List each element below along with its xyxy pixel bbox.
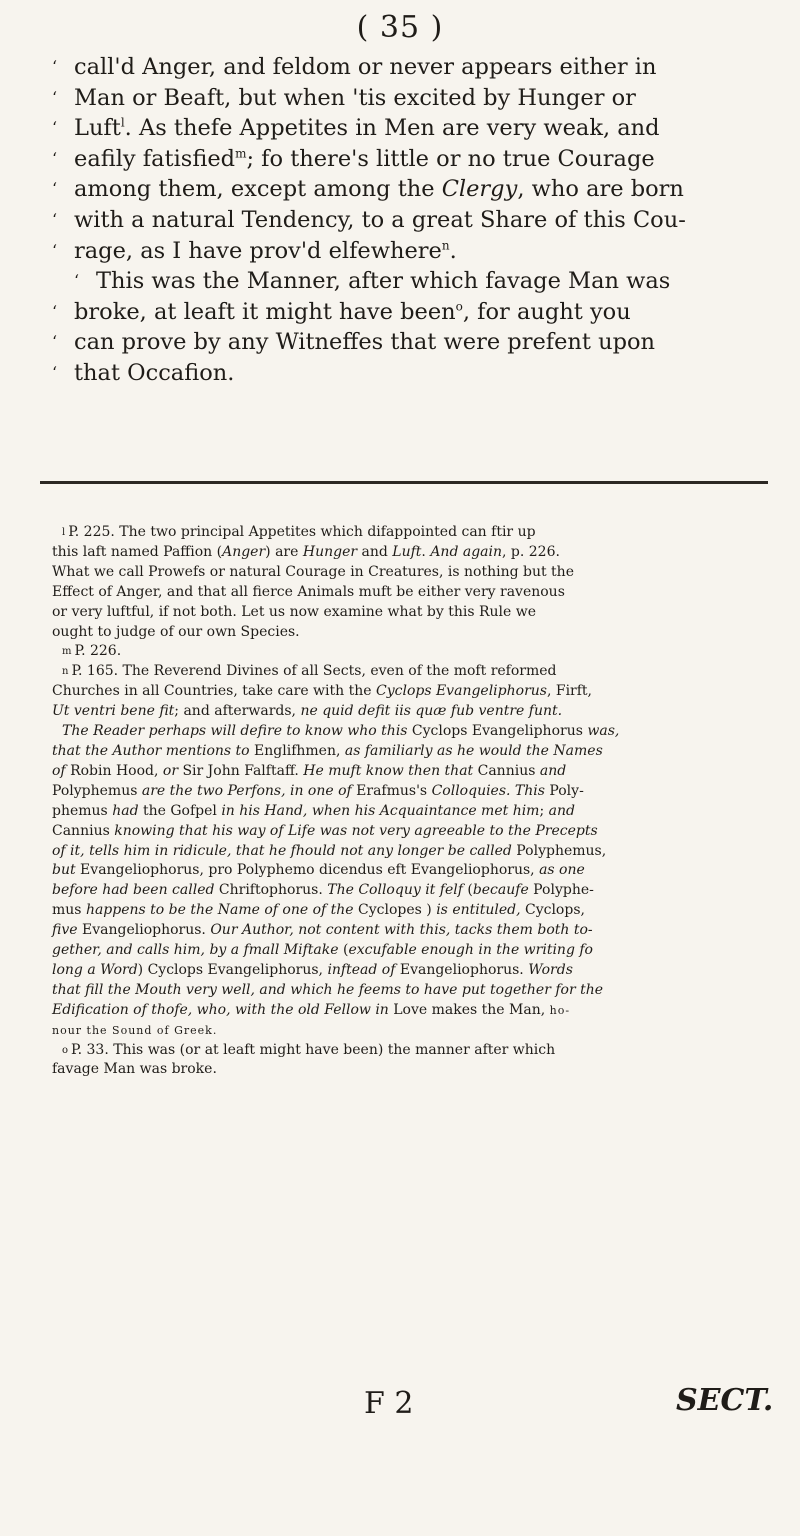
footnotes [52, 523, 764, 1080]
footnote-line: five Evangeliophorus. Our Author, not content with this, tacks them both to- [52, 922, 593, 939]
footnote-line: nour the Sound of Greek. [52, 1023, 218, 1037]
footnote-line: favage Man was broke. [52, 1061, 217, 1078]
footnote-line: that fill the Mouth very well, and which he feems to have put together for the [52, 981, 604, 998]
main-text [52, 52, 752, 389]
text-line: ‘ with a natural Tendency, to a great Share of this Cou- [52, 206, 686, 233]
footnote-line: What we call Prowefs or natural Courage in Creatures, is nothing but the [52, 563, 574, 580]
footnote-divider [40, 481, 768, 484]
text-line: ‘ This was the Manner, after which favage Man was [74, 268, 671, 295]
footnote-line: Effect of Anger, and that all fierce Animals muft be either very ravenous [52, 583, 565, 600]
footnote-line: The Reader perhaps will defire to know who this Cyclops Evangeliphorus was, [62, 723, 620, 740]
footnote-line: before had been called Chriftophorus. The Colloquy it felf (becaufe Polyphe- [52, 882, 594, 899]
footnote-line: Cannius knowing that his way of Life was not very agreeable to the Precepts [52, 822, 598, 839]
footnote-m: $^m$ P. 226. [62, 643, 122, 660]
footnote-line: long a Word) Cyclops Evangeliphorus, inftead of Evangeliophorus. Words [52, 961, 573, 978]
footnote-ref-n: n [441, 238, 450, 253]
text-line: ‘ Man or Beaft, but when 'tis excited by Hunger or [52, 84, 636, 111]
footnote-line: Ut ventri bene fit; and afterwards, ne quid defit iis quæ fub ventre funt. [52, 703, 563, 720]
footnote-line: ought to judge of our own Species. [52, 623, 300, 640]
footnote-n: $^n$ P. 165. The Reverend Divines of all Sects, even of the moft reformed [62, 663, 557, 680]
footnote-line: mus happens to be the Name of one of the Cyclopes ) is entituled, Cyclops, [52, 902, 585, 919]
footnote-line: this laft named Paffion (Anger) are Hunger and Luft. And again, p. 226. [52, 543, 560, 560]
footnote-line: Polyphemus are the two Perfons, in one of Erafmus's Colloquies. This Poly- [52, 782, 584, 799]
footnote-ref-l: l [120, 115, 125, 130]
footnote-line: Churches in all Countries, take care with the Cyclops Evangeliphorus, Firft, [52, 683, 593, 700]
footnote-line: phemus had the Gofpel in his Hand, when his Acquaintance met him; and [52, 802, 575, 819]
text-line: ‘ that Occafion. [52, 359, 235, 386]
text-line: ‘ Luft$^l$. As thefe Appetites in Men are very weak, and [52, 115, 660, 142]
text-line: ‘ can prove by any Witneffes that were prefent upon [52, 329, 656, 356]
catchword: SECT. [676, 1383, 774, 1418]
footnote-ref-m: m [235, 146, 247, 161]
text-line: ‘ broke, at leaft it might have been$^o$, for aught you [52, 298, 631, 325]
footnote-line: or very luftful, if not both. Let us now examine what by this Rule we [52, 603, 537, 620]
footnote-line: of it, tells him in ridicule, that he fhould not any longer be called Polyphemus, [52, 842, 607, 859]
page-number: ( 35 ) [356, 10, 444, 45]
text-line: ‘ rage, as I have prov'd elfewhere$^n$. [52, 237, 457, 264]
footnote-o: $^o$ P. 33. This was (or at leaft might have been) the manner after which [62, 1041, 556, 1058]
text-line: ‘ eafily fatisfied$^m$; fo there's little or no true Courage [52, 145, 655, 172]
footnote-line: that the Author mentions to Englifhmen, as familiarly as he would the Names [52, 742, 603, 759]
footnote-line: but Evangeliophorus, pro Polyphemo dicendus eft Evangeliophorus, as one [52, 862, 585, 879]
footnote-line: gether, and calls him, by a fmall Miftake (excufable enough in the writing fo [52, 942, 593, 959]
footnote-l: $^l$ P. 225. The two principal Appetites which difappointed can ftir up [62, 524, 536, 540]
footnote-ref-o: o [455, 299, 463, 314]
signature-mark: F 2 [364, 1386, 414, 1421]
text-line: ‘ call'd Anger, and feldom or never appears either in [52, 54, 657, 80]
footnote-line: of Robin Hood, or Sir John Falftaff. He muft know then that Cannius and [52, 762, 567, 779]
footnote-line: Edification of thofe, who, with the old Fellow in Love makes the Man, ho- [52, 1001, 571, 1018]
text-line: ‘ among them, except among the Clergy, who are born [52, 176, 684, 203]
